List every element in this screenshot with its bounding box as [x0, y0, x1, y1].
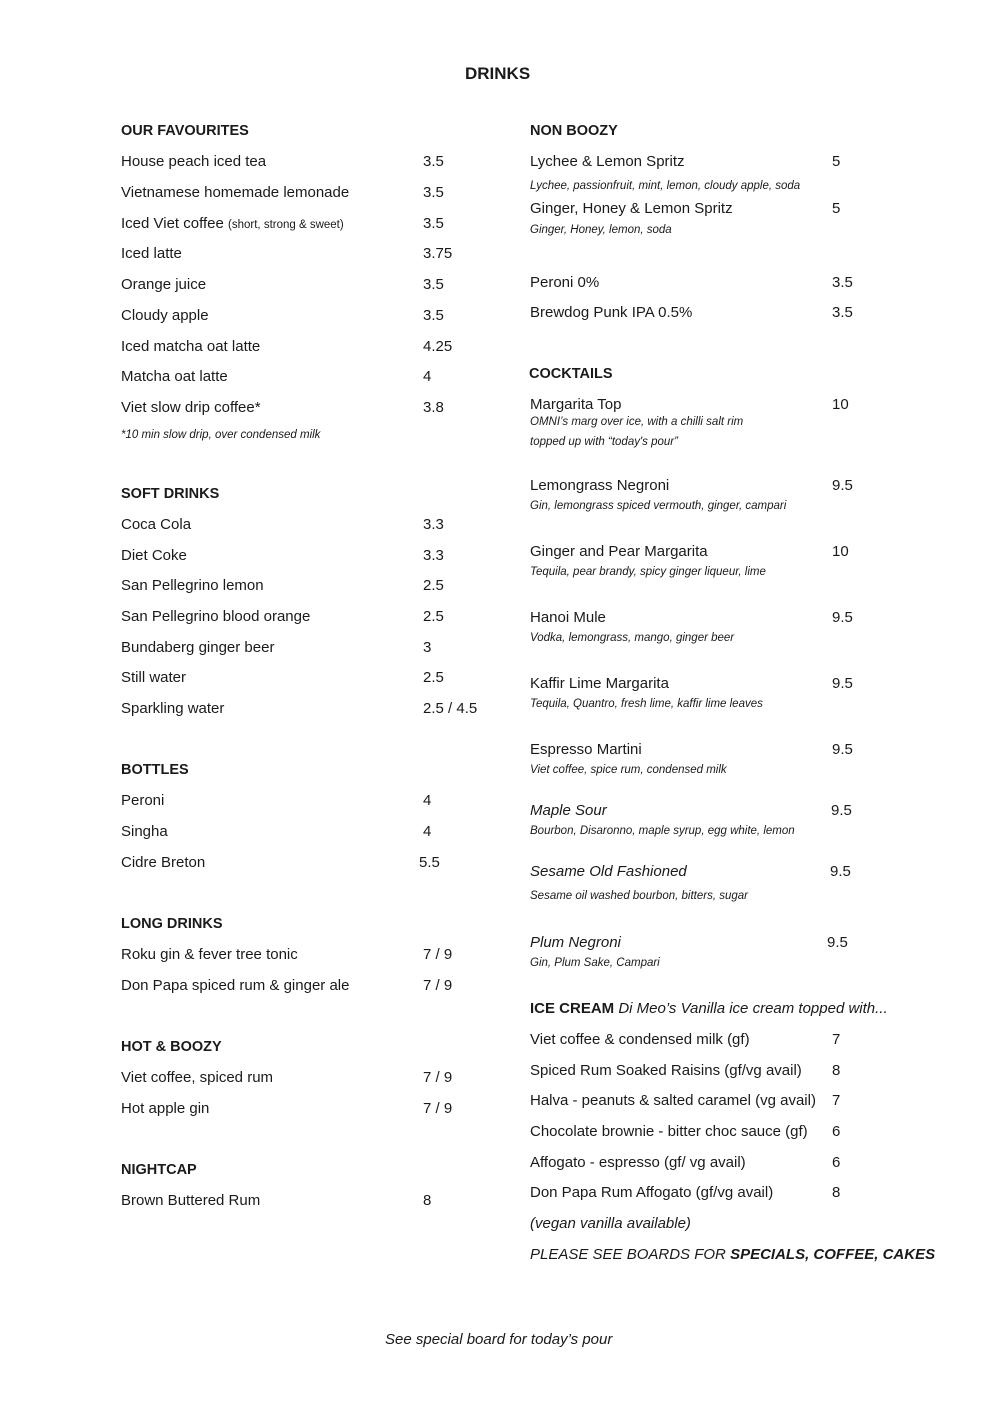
section-heading: BOTTLES — [121, 762, 189, 778]
menu-item-price: 3.3 — [423, 516, 444, 533]
menu-item-description: topped up with “today's pour” — [530, 436, 678, 448]
menu-item-name: Still water — [121, 669, 187, 686]
vegan-note: (vegan vanilla available) — [530, 1215, 691, 1232]
menu-item-price: 7 / 9 — [423, 977, 453, 994]
section-heading: NON BOOZY — [530, 123, 618, 139]
menu-item-price: 3.5 — [832, 274, 853, 291]
menu-item-name: San Pellegrino blood orange — [121, 608, 311, 625]
menu-item-description: Ginger, Honey, lemon, soda — [530, 224, 672, 236]
menu-item-description: Lychee, passionfruit, mint, lemon, cloudy apple, soda — [530, 180, 801, 192]
menu-item-price: 7 / 9 — [423, 1069, 453, 1086]
menu-item-price: 9.5 — [832, 675, 853, 692]
menu-item-price: 3.5 — [423, 307, 444, 324]
menu-item-name: Halva - peanuts & salted caramel (vg avail) — [530, 1092, 816, 1109]
menu-item-price: 2.5 — [423, 577, 444, 594]
section-heading: LONG DRINKS — [121, 916, 223, 932]
menu-item-name: Affogato - espresso (gf/ vg avail) — [530, 1154, 746, 1171]
menu-item-name: Don Papa Rum Affogato (gf/vg avail) — [530, 1184, 774, 1201]
menu-item-price: 8 — [423, 1192, 432, 1209]
menu-item-name: Brown Buttered Rum — [121, 1192, 261, 1209]
menu-item-name: Roku gin & fever tree tonic — [121, 946, 298, 963]
menu-item-name: Cloudy apple — [121, 307, 209, 324]
menu-item-price: 3.5 — [423, 184, 444, 201]
footer-note: See special board for today’s pour — [385, 1331, 613, 1348]
footnote: *10 min slow drip, over condensed milk — [121, 429, 321, 441]
menu-item-price: 3.5 — [423, 153, 444, 170]
menu-item-name: Lychee & Lemon Spritz — [530, 153, 685, 170]
section-heading: ICE CREAM — [530, 1000, 615, 1017]
menu-item-price: 9.5 — [831, 802, 852, 819]
boards-note-prefix: PLEASE SEE BOARDS FOR — [530, 1246, 731, 1263]
menu-item-price: 10 — [832, 543, 849, 560]
menu-item-price: 9.5 — [832, 741, 853, 758]
menu-item-price: 3 — [423, 639, 432, 656]
section-subheading: Di Meo’s Vanilla ice cream topped with... — [618, 1000, 888, 1017]
menu-item-price: 3.8 — [423, 399, 444, 416]
menu-item-price: 6 — [832, 1154, 841, 1171]
section-heading: COCKTAILS — [529, 366, 613, 382]
menu-item-name: Coca Cola — [121, 516, 192, 533]
menu-item-description: Vodka, lemongrass, mango, ginger beer — [530, 632, 735, 644]
menu-item-price: 3.5 — [832, 304, 853, 321]
menu-item-price: 4 — [423, 792, 432, 809]
menu-item-name: Vietnamese homemade lemonade — [121, 184, 350, 201]
menu-item-price: 7 / 9 — [423, 1100, 453, 1117]
menu-item-name: Bundaberg ginger beer — [121, 639, 275, 656]
menu-item-price: 8 — [832, 1184, 841, 1201]
menu-item-name: Maple Sour — [530, 802, 607, 819]
menu-item-price: 8 — [832, 1062, 841, 1079]
menu-item-price: 6 — [832, 1123, 841, 1140]
menu-item-name: Hanoi Mule — [530, 609, 606, 626]
section-heading: HOT & BOOZY — [121, 1039, 222, 1055]
menu-item-name: Viet coffee, spiced rum — [121, 1069, 274, 1086]
section-heading: SOFT DRINKS — [121, 486, 220, 502]
menu-item-name: Cidre Breton — [121, 854, 206, 871]
menu-item-price: 3.3 — [423, 547, 444, 564]
menu-item-name: Spiced Rum Soaked Raisins (gf/vg avail) — [530, 1062, 802, 1079]
menu-item-price: 9.5 — [830, 863, 851, 880]
menu-item-name: Ginger, Honey & Lemon Spritz — [530, 200, 733, 217]
menu-item-price: 10 — [832, 396, 849, 413]
menu-item-name: Viet slow drip coffee* — [121, 399, 261, 416]
menu-item-note: (short, strong & sweet) — [228, 219, 344, 231]
menu-item-description: OMNI’s marg over ice, with a chilli salt rim — [530, 416, 744, 428]
menu-item-price: 9.5 — [827, 934, 848, 951]
menu-item-name: House peach iced tea — [121, 153, 267, 170]
menu-item-description: Tequila, pear brandy, spicy ginger liqueur, lime — [530, 566, 766, 578]
menu-item-description: Sesame oil washed bourbon, bitters, sugar — [530, 890, 748, 902]
menu-item-price: 7 — [832, 1031, 841, 1048]
menu-item-name: Viet coffee & condensed milk (gf) — [530, 1031, 750, 1048]
section-heading: NIGHTCAP — [121, 1162, 197, 1178]
menu-item-description: Gin, lemongrass spiced vermouth, ginger, campari — [530, 500, 787, 512]
menu-item-name: Hot apple gin — [121, 1100, 210, 1117]
menu-item-price: 4.25 — [423, 338, 453, 355]
menu-item-price: 2.5 — [423, 669, 444, 686]
menu-item-price: 7 — [832, 1092, 841, 1109]
menu-item-name: Matcha oat latte — [121, 368, 228, 385]
menu-item-name: Lemongrass Negroni — [530, 477, 670, 494]
menu-item-name: Singha — [121, 823, 168, 840]
page-title: DRINKS — [465, 64, 531, 83]
boards-note — [530, 1246, 935, 1263]
ice-cream-heading-line — [530, 1000, 888, 1017]
menu-item-price: 7 / 9 — [423, 946, 453, 963]
menu-item-name: Chocolate brownie - bitter choc sauce (gf) — [530, 1123, 808, 1140]
menu-item-name: Iced latte — [121, 245, 182, 262]
menu-item-name: Peroni 0% — [530, 274, 600, 291]
menu-item-description: Viet coffee, spice rum, condensed milk — [530, 764, 727, 776]
menu-item-price: 3.5 — [423, 276, 444, 293]
menu-item-price: 9.5 — [832, 609, 853, 626]
menu-item-name: Peroni — [121, 792, 165, 809]
menu-item-name: Sparkling water — [121, 700, 225, 717]
menu-item-price: 3.5 — [423, 215, 444, 232]
menu-item-name: Margarita Top — [530, 396, 622, 413]
boards-note-emphasis: SPECIALS, COFFEE, CAKES — [730, 1246, 936, 1263]
menu-item-price: 3.75 — [423, 245, 453, 262]
menu-item-price: 2.5 / 4.5 — [423, 700, 478, 717]
menu-item-name: Sesame Old Fashioned — [530, 863, 687, 880]
menu-item-price: 5 — [832, 153, 841, 170]
menu-item-price: 2.5 — [423, 608, 444, 625]
menu-item-price: 4 — [423, 823, 432, 840]
menu-item-name: Plum Negroni — [530, 934, 621, 951]
menu-item-name: Ginger and Pear Margarita — [530, 543, 708, 560]
menu-item-price: 4 — [423, 368, 432, 385]
menu-item-price: 5.5 — [419, 854, 440, 871]
menu-item-name: Espresso Martini — [530, 741, 642, 758]
menu-item-name: Diet Coke — [121, 547, 187, 564]
menu-item-description: Tequila, Quantro, fresh lime, kaffir lime leaves — [530, 698, 763, 710]
menu-item-name: San Pellegrino lemon — [121, 577, 264, 594]
menu-item-name — [121, 215, 344, 232]
menu-item-name: Iced matcha oat latte — [121, 338, 261, 355]
section-heading: OUR FAVOURITES — [121, 123, 249, 139]
menu-item-description: Bourbon, Disaronno, maple syrup, egg white, lemon — [530, 825, 795, 837]
menu-item-name: Don Papa spiced rum & ginger ale — [121, 977, 350, 994]
menu-item-title: Iced Viet coffee — [121, 215, 224, 232]
menu-item-name: Orange juice — [121, 276, 207, 293]
menu-item-name: Brewdog Punk IPA 0.5% — [530, 304, 693, 321]
menu-item-price: 5 — [832, 200, 841, 217]
menu-item-price: 9.5 — [832, 477, 853, 494]
menu-item-description: Gin, Plum Sake, Campari — [530, 957, 660, 969]
menu-item-name: Kaffir Lime Margarita — [530, 675, 669, 692]
